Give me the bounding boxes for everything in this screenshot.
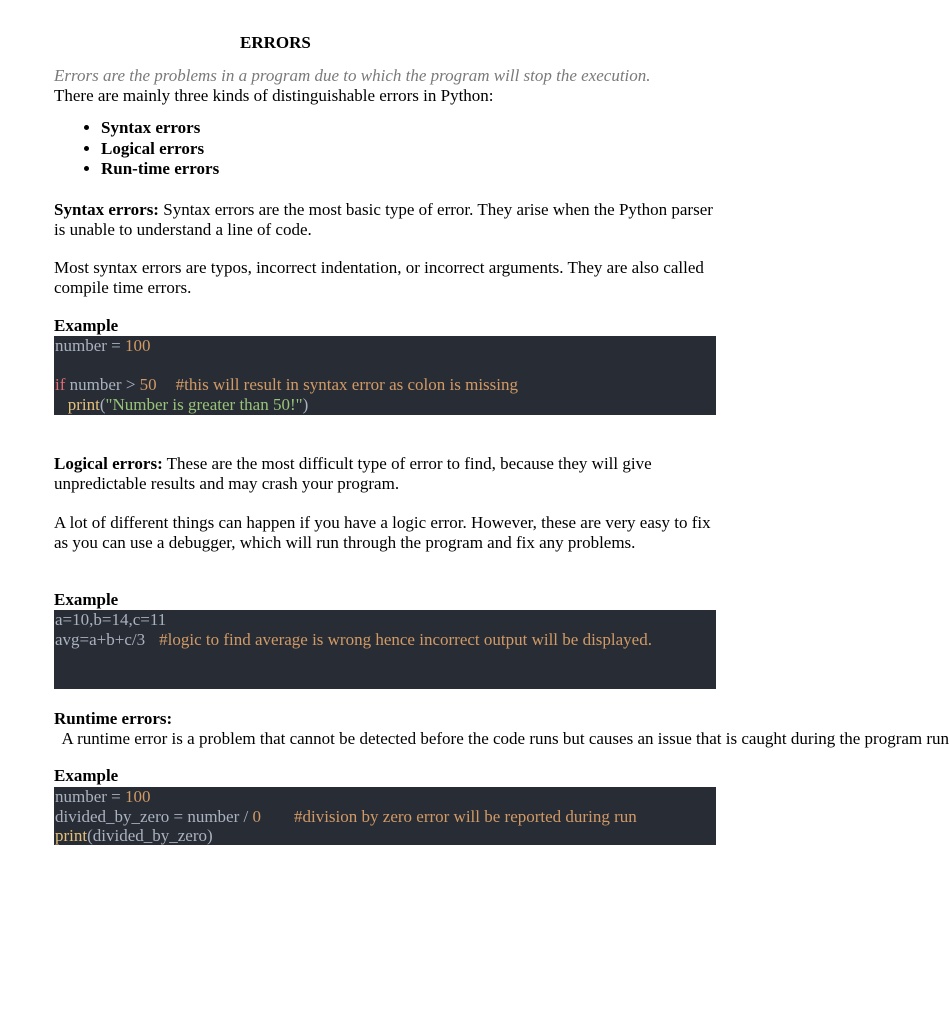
code-line: divided_by_zero = number / 0 #division by zero error will be reported during run (55, 806, 637, 826)
runtime-errors-text: A runtime error is a problem that cannot be detected before the code runs but causes an issue that is caught during the program run (54, 728, 949, 748)
code-line-blank (55, 356, 716, 376)
logical-errors-paragraph-2: A lot of different things can happen if you have a logic error. However, these are very easy to fix as you can use a debugger, which will run through the program and fix any problems. (54, 513, 711, 552)
code-comment: #this will result in syntax error as colon is missing (175, 375, 519, 394)
list-item: • Logical errors (101, 139, 219, 160)
logical-errors-heading: Logical errors: (54, 454, 163, 473)
runtime-example-label: Example (54, 766, 119, 785)
code-comment: #logic to find average is wrong hence incorrect output will be displayed. (159, 629, 652, 649)
syntax-example-label: Example (54, 316, 119, 335)
list-item: • Syntax errors (101, 118, 219, 139)
code-line: print("Number is greater than 50!") (67, 394, 309, 414)
syntax-errors-paragraph (54, 200, 716, 239)
list-item: • Run-time errors (101, 159, 219, 180)
runtime-errors-heading: Runtime errors: (54, 709, 173, 728)
page-title: ERRORS (240, 33, 311, 52)
syntax-errors-text: Syntax errors are the most basic type of error. They arise when the Python parser is unable to understand a line of code. (54, 200, 713, 239)
logical-example-label: Example (54, 590, 119, 609)
error-kinds-list (54, 118, 219, 180)
runtime-code-block (54, 787, 716, 845)
logical-errors-paragraph (54, 454, 716, 493)
code-comment: #division by zero error will be reported during run (293, 806, 637, 826)
runtime-errors-paragraph (54, 709, 949, 748)
syntax-errors-heading: Syntax errors: (54, 200, 159, 219)
syntax-errors-paragraph-2: Most syntax errors are typos, incorrect indentation, or incorrect arguments. They are also called compile time errors. (54, 258, 704, 297)
code-line: if number > 50 #this will result in syntax error as colon is missing (55, 375, 519, 394)
code-line: a=10,b=14,c=11 (55, 610, 167, 629)
code-line: print(divided_by_zero) (55, 826, 213, 845)
intro-definition: Errors are the problems in a program due to which the program will stop the execution. (54, 66, 651, 85)
logical-code-block (54, 610, 716, 689)
code-line: number = 100 (55, 787, 151, 806)
code-line: avg=a+b+c/3 #logic to find average is wrong hence incorrect output will be displayed. (55, 629, 652, 649)
syntax-code-block (54, 336, 716, 415)
code-line: number = 100 (55, 336, 151, 355)
kinds-intro: There are mainly three kinds of distinguishable errors in Python: (54, 86, 494, 105)
logical-errors-text: These are the most difficult type of error to find, because they will give unpredictable results and may crash your program. (54, 454, 652, 493)
